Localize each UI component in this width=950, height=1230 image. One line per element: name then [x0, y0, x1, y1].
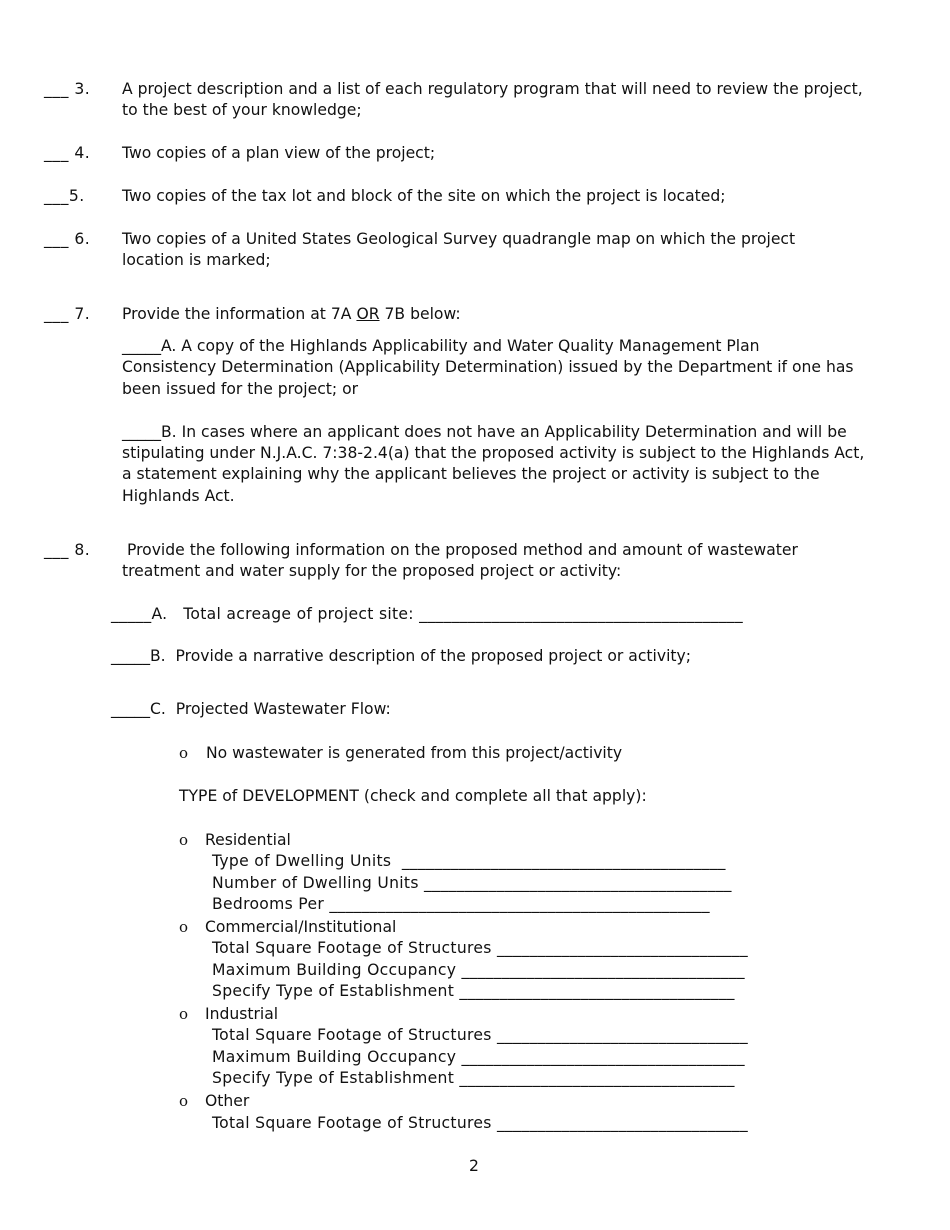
item-6-text-line1: Two copies of a United States Geological Survey quadrangle map on which the project: [122, 230, 796, 248]
item-7-marker: ___ 7.: [44, 305, 91, 323]
item-6-marker: ___ 6.: [44, 230, 91, 248]
other-square-footage-field[interactable]: Total Square Footage of Structures _______________________________: [212, 1114, 748, 1132]
item-3-text-line2: to the best of your knowledge;: [122, 101, 362, 119]
other-checkbox[interactable]: o: [179, 1092, 189, 1110]
industrial-checkbox[interactable]: o: [179, 1005, 189, 1023]
page-number: 2: [469, 1157, 479, 1175]
type-of-development-heading: TYPE of DEVELOPMENT (check and complete all that apply):: [179, 787, 647, 805]
residential-checkbox[interactable]: o: [179, 831, 189, 849]
item-8a-acreage-field[interactable]: _____A. Total acreage of project site: ________________________________________: [111, 605, 743, 623]
item-6-text-line2: location is marked;: [122, 251, 271, 269]
item-7-intro: [122, 304, 461, 326]
item-8-line2: treatment and water supply for the proposed project or activity:: [122, 562, 622, 580]
commercial-checkbox[interactable]: o: [179, 918, 189, 936]
item-4-text: Two copies of a plan view of the project;: [122, 144, 436, 162]
item-8b-narrative: _____B. Provide a narrative description of the proposed project or activity;: [111, 647, 692, 665]
item-7-intro-post: 7B below:: [379, 305, 461, 323]
industrial-establishment-field[interactable]: Specify Type of Establishment __________________________________: [212, 1069, 735, 1087]
industrial-square-footage-field[interactable]: Total Square Footage of Structures _______________________________: [212, 1026, 748, 1044]
item-7a-line2: Consistency Determination (Applicability Determination) issued by the Department if one has: [122, 358, 854, 376]
item-7b-line4: Highlands Act.: [122, 487, 235, 505]
residential-dwelling-type-field[interactable]: Type of Dwelling Units ________________________________________: [212, 852, 726, 870]
item-3-text-line1: A project description and a list of each regulatory program that will need to review the project,: [122, 80, 863, 98]
item-7-intro-or: OR: [356, 305, 380, 323]
item-7a-line1: _____A. A copy of the Highlands Applicability and Water Quality Management Plan: [122, 337, 760, 355]
item-5-text: Two copies of the tax lot and block of the site on which the project is located;: [122, 187, 726, 205]
residential-label: Residential: [205, 831, 291, 849]
item-7b-line2: stipulating under N.J.A.C. 7:38-2.4(a) that the proposed activity is subject to the Highlands Act,: [122, 444, 865, 462]
item-7-intro-pre: Provide the information at 7A: [122, 305, 357, 323]
commercial-square-footage-field[interactable]: Total Square Footage of Structures _______________________________: [212, 939, 748, 957]
item-8-marker: ___ 8.: [44, 541, 91, 559]
residential-bedrooms-field[interactable]: Bedrooms Per _______________________________________________: [212, 895, 710, 913]
commercial-label: Commercial/Institutional: [205, 918, 397, 936]
item-7b-line3: a statement explaining why the applicant believes the project or activity is subject to the: [122, 465, 820, 483]
item-7a-line3: been issued for the project; or: [122, 380, 359, 398]
commercial-establishment-field[interactable]: Specify Type of Establishment __________________________________: [212, 982, 735, 1000]
no-wastewater-label: No wastewater is generated from this project/activity: [206, 744, 623, 762]
commercial-occupancy-field[interactable]: Maximum Building Occupancy ___________________________________: [212, 961, 745, 979]
item-4-marker: ___ 4.: [44, 144, 91, 162]
residential-dwelling-count-field[interactable]: Number of Dwelling Units ______________________________________: [212, 874, 732, 892]
industrial-occupancy-field[interactable]: Maximum Building Occupancy ___________________________________: [212, 1048, 745, 1066]
item-7b-line1: _____B. In cases where an applicant does not have an Applicability Determination and will be: [122, 423, 847, 441]
item-8-line1: Provide the following information on the proposed method and amount of wastewater: [122, 541, 798, 559]
item-8c-wastewater-flow: _____C. Projected Wastewater Flow:: [111, 700, 391, 718]
item-3-marker: ___ 3.: [44, 80, 91, 98]
industrial-label: Industrial: [205, 1005, 279, 1023]
other-label: Other: [205, 1092, 250, 1110]
no-wastewater-checkbox[interactable]: o: [179, 744, 189, 762]
item-5-marker: ___5.: [44, 187, 85, 205]
